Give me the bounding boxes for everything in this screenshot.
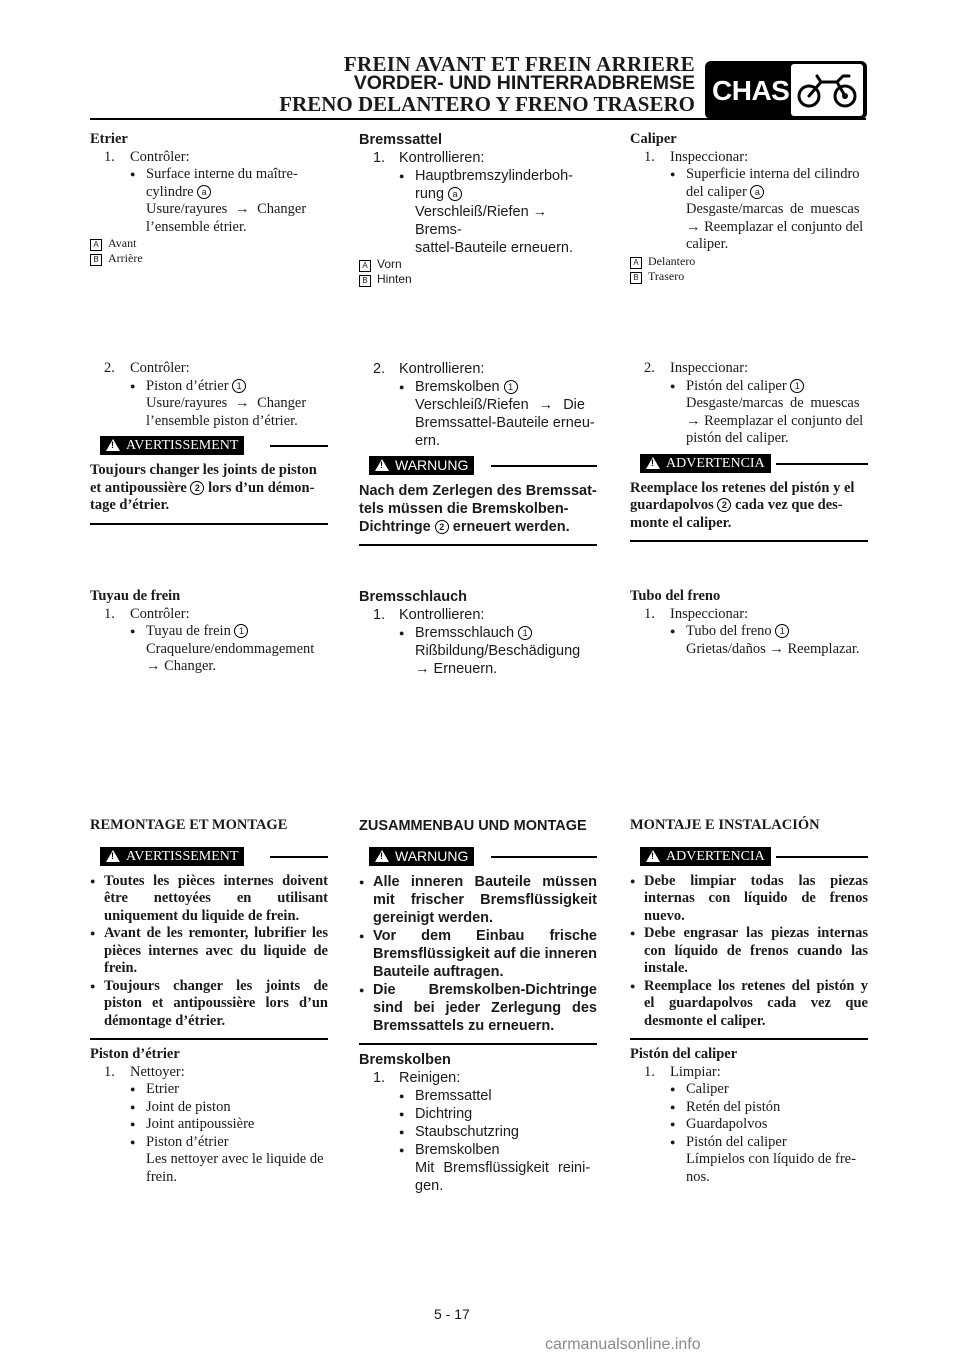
step-verb: Kontrollieren: bbox=[399, 150, 485, 166]
page-number: 5 - 17 bbox=[434, 1306, 470, 1322]
es-hose-title: Tubo del freno bbox=[630, 588, 721, 604]
legend-front: Avant bbox=[108, 236, 137, 250]
de-section-piston bbox=[359, 360, 597, 546]
warning-text: tage d’étrier. bbox=[90, 497, 170, 513]
result-text-cont: pistón del caliper. bbox=[686, 430, 789, 446]
result-text: Usure/rayures → Changer bbox=[146, 395, 307, 411]
bullet-cont: del caliper bbox=[686, 183, 747, 200]
legend-front: Delantero bbox=[648, 253, 696, 268]
warning-bullet: ● Toujours changer les joints de piston et antipoussière lors d’un démontage d’étrier. bbox=[90, 978, 328, 1031]
callout-marker: 2 bbox=[717, 498, 731, 512]
result-text: Usure/rayures → Changer bbox=[146, 201, 307, 217]
warning-text: Dichtringe bbox=[359, 519, 431, 535]
list-item: ● Retén del pistón bbox=[630, 1099, 868, 1117]
list-item: ● Piston d’étrier bbox=[90, 1134, 328, 1152]
es-piston-title: Pistón del caliper bbox=[630, 1046, 738, 1062]
list-item: ● Joint de piston bbox=[90, 1099, 328, 1117]
list-item: ● Bremssattel bbox=[359, 1087, 597, 1105]
warning-banner bbox=[359, 847, 597, 867]
warning-label: AVERTISSEMENT bbox=[126, 848, 239, 864]
header-title-de: VORDER- UND HINTERRADBREMSE bbox=[353, 72, 695, 94]
es-section-piston bbox=[630, 360, 868, 542]
warning-icon bbox=[375, 459, 389, 471]
warning-label: ADVERTENCIA bbox=[666, 848, 765, 864]
step-number: 1. bbox=[644, 1063, 655, 1080]
step-verb: Inspeccionar: bbox=[670, 148, 749, 165]
legend-key: A bbox=[359, 260, 371, 272]
legend-key: B bbox=[90, 254, 102, 266]
de-section-caliper bbox=[359, 131, 597, 287]
result-text: Verschleiß/Riefen → Die bbox=[415, 397, 585, 413]
warning-banner bbox=[359, 456, 597, 476]
step-number: 1. bbox=[373, 1070, 386, 1086]
step-number: 1. bbox=[644, 148, 655, 165]
de-hose-title: Bremsschlauch bbox=[359, 589, 467, 605]
watermark: carmanualsonline.info bbox=[545, 1336, 701, 1353]
step-number: 1. bbox=[104, 148, 115, 165]
warning-bullet: ● Die Bremskolben-Dichtringe sind bei jeder Zerlegung des Bremssattels zu erneuern. bbox=[359, 981, 597, 1035]
motorcycle-icon bbox=[791, 64, 863, 116]
result-text-cont: → Erneuern. bbox=[415, 661, 498, 677]
result-text-cont: → Reemplazar el conjunto del bbox=[686, 412, 864, 429]
result-text-cont: → Reemplazar el conjunto del bbox=[686, 218, 864, 235]
bullet-item: ● Superficie interna del cilindro bbox=[630, 166, 868, 184]
list-item: ● Caliper bbox=[630, 1081, 868, 1099]
bullet-item: ● Surface interne du maître- bbox=[90, 166, 328, 184]
fr-caliper-title: Etrier bbox=[90, 131, 128, 147]
result-text: Verschleiß/Riefen → Brems- bbox=[415, 204, 548, 238]
de-piston-title: Bremskolben bbox=[359, 1052, 451, 1068]
warning-text: Reemplace los retenes del pistón y el bbox=[630, 479, 855, 496]
es-caliper-title: Caliper bbox=[630, 131, 677, 147]
de-section-assembly bbox=[359, 817, 597, 1195]
bullet-cont: rung bbox=[415, 186, 445, 202]
warning-text: guardapolvos bbox=[630, 497, 714, 513]
bullet-item: Bremsschlauch bbox=[415, 625, 515, 641]
es-assembly-title: MONTAJE E INSTALACIÓN bbox=[630, 817, 820, 833]
result-text-cont: Bremssattel-Bauteile erneu- bbox=[415, 415, 595, 431]
warning-label: WARNUNG bbox=[395, 848, 469, 864]
warning-icon bbox=[646, 850, 660, 862]
list-item: ● Staubschutzring bbox=[359, 1123, 597, 1141]
warning-end-rule bbox=[359, 544, 597, 546]
header-title-es: FRENO DELANTERO Y FRENO TRASERO bbox=[279, 92, 695, 116]
callout-marker: 1 bbox=[504, 380, 518, 394]
warning-label: AVERTISSEMENT bbox=[126, 438, 239, 453]
bullet-item: Pistón del caliper bbox=[686, 377, 787, 394]
callout-marker: 2 bbox=[190, 481, 204, 495]
legend-rear: Arrière bbox=[108, 251, 143, 265]
step-verb: Kontrollieren: bbox=[399, 607, 485, 623]
warning-text: Nach dem Zerlegen des Bremssat- bbox=[359, 483, 597, 499]
result-text: Craquelure/endommagement bbox=[146, 640, 315, 657]
es-section-assembly bbox=[630, 817, 868, 1186]
warning-icon bbox=[106, 439, 120, 451]
warning-bullet: ● Debe limpiar todas las piezas internas con líquido de frenos nuevo. bbox=[630, 873, 868, 926]
step-number: 1. bbox=[104, 605, 115, 622]
callout-marker: a bbox=[750, 185, 764, 199]
list-item: ● Dichtring bbox=[359, 1105, 597, 1123]
warning-text: erneuert werden. bbox=[452, 519, 570, 535]
legend-key: A bbox=[90, 239, 102, 251]
warning-text: Toujours changer les joints de piston bbox=[90, 462, 317, 478]
fr-section-piston bbox=[90, 360, 328, 525]
bullet-item: Tubo del freno bbox=[686, 623, 772, 639]
warning-text: lors d’un démon- bbox=[208, 479, 315, 496]
step-verb: Reinigen: bbox=[399, 1070, 461, 1086]
result-text: Límpielos con líquido de fre- bbox=[686, 1151, 856, 1167]
result-text: Desgaste/marcas de muescas bbox=[686, 395, 860, 411]
result-text: Rißbildung/Beschädigung bbox=[415, 643, 581, 659]
result-text-cont: nos. bbox=[686, 1168, 710, 1185]
warning-bullet: ● Alle inneren Bauteile müssen mit frischer Bremsflüssigkeit gereinigt werden. bbox=[359, 873, 597, 927]
warning-banner bbox=[630, 454, 868, 474]
step-number: 2. bbox=[373, 361, 386, 377]
step-number: 1. bbox=[104, 1063, 115, 1080]
warning-text: et antipoussière bbox=[90, 479, 187, 496]
header-rule bbox=[90, 118, 866, 120]
fr-hose-title: Tuyau de frein bbox=[90, 588, 181, 604]
result-text-cont: sattel-Bauteile erneuern. bbox=[415, 240, 573, 256]
warning-bullet: ● Vor dem Einbau frische Bremsflüssigkeit auf die inneren Bauteile auftragen. bbox=[359, 927, 597, 981]
callout-marker: 1 bbox=[234, 624, 248, 638]
warning-bullet: ● Toutes les pièces internes doivent être nettoyées en utilisant uniquement du liquide de frein. bbox=[90, 873, 328, 926]
warning-banner bbox=[90, 436, 328, 456]
legend-front: Vorn bbox=[377, 257, 402, 271]
step-verb: Nettoyer: bbox=[130, 1063, 185, 1080]
bullet-cont: cylindre bbox=[146, 183, 194, 200]
list-item: ● Guardapolvos bbox=[630, 1116, 868, 1134]
legend-key: B bbox=[630, 272, 642, 284]
step-number: 1. bbox=[373, 150, 386, 166]
step-verb: Kontrollieren: bbox=[399, 361, 485, 377]
warning-end-rule bbox=[630, 540, 868, 542]
callout-marker: 1 bbox=[790, 379, 804, 393]
legend-key: B bbox=[359, 275, 371, 287]
section-badge-label: CHAS bbox=[712, 75, 790, 106]
bullet-item: Piston d’étrier bbox=[146, 377, 229, 394]
step-verb: Contrôler: bbox=[130, 360, 190, 376]
legend-rear: Hinten bbox=[377, 272, 412, 286]
callout-marker: 1 bbox=[232, 379, 246, 393]
result-text-cont: ern. bbox=[415, 433, 440, 449]
list-item: ● Joint antipoussière bbox=[90, 1116, 328, 1134]
warning-bullet: ● Avant de les remonter, lubrifier les pièces internes avec du liquide de frein. bbox=[90, 925, 328, 978]
fr-piston-title: Piston d’étrier bbox=[90, 1046, 180, 1062]
step-number: 1. bbox=[373, 607, 386, 623]
list-item: ● Bremskolben bbox=[359, 1141, 597, 1159]
step-verb: Limpiar: bbox=[670, 1063, 721, 1080]
result-text: Grietas/daños → Reemplazar. bbox=[686, 640, 860, 657]
step-verb: Contrôler: bbox=[130, 148, 190, 165]
de-section-hose bbox=[359, 588, 597, 678]
warning-text: monte el caliper. bbox=[630, 514, 732, 531]
warning-bullet: ● Debe engrasar las piezas internas con líquido de frenos cuando las instale. bbox=[630, 925, 868, 978]
header-title-fr: FREIN AVANT ET FREIN ARRIERE bbox=[343, 52, 695, 76]
step-number: 2. bbox=[644, 360, 655, 376]
de-assembly-title: ZUSAMMENBAU UND MONTAGE bbox=[359, 818, 587, 834]
result-text: Desgaste/marcas de muescas bbox=[686, 201, 860, 217]
legend-rear: Trasero bbox=[648, 268, 685, 283]
result-text-cont: caliper. bbox=[686, 236, 729, 252]
fr-assembly-title: REMONTAGE ET MONTAGE bbox=[90, 817, 288, 833]
list-item: ● Pistón del caliper bbox=[630, 1134, 868, 1152]
fr-section-hose bbox=[90, 588, 328, 676]
de-caliper-title: Bremssattel bbox=[359, 132, 443, 148]
step-verb: Contrôler: bbox=[130, 605, 190, 622]
result-text-cont: frein. bbox=[146, 1168, 177, 1185]
warning-end-rule bbox=[359, 1043, 597, 1045]
warning-label: ADVERTENCIA bbox=[666, 455, 765, 471]
warning-text: cada vez que des- bbox=[735, 497, 843, 513]
result-text: Mit Bremsflüssigkeit reini- bbox=[415, 1160, 591, 1176]
fr-section-caliper bbox=[90, 131, 328, 266]
bullet-item: Bremskolben bbox=[415, 379, 500, 395]
result-text-cont: l’ensemble piston d’étrier. bbox=[146, 412, 298, 429]
bullet-item: Tuyau de frein bbox=[146, 623, 231, 639]
callout-marker: 2 bbox=[435, 520, 449, 534]
step-number: 1. bbox=[644, 605, 655, 622]
es-section-hose bbox=[630, 588, 868, 658]
step-verb: Inspeccionar: bbox=[670, 605, 749, 622]
callout-marker: 1 bbox=[775, 624, 789, 638]
result-text-cont: gen. bbox=[415, 1178, 444, 1194]
list-item: ● Etrier bbox=[90, 1081, 328, 1099]
result-text: Les nettoyer avec le liquide de bbox=[146, 1151, 324, 1167]
bullet-item: ● Hauptbremszylinderboh- bbox=[359, 167, 597, 185]
result-text-cont: → Changer. bbox=[146, 658, 217, 674]
warning-icon bbox=[106, 850, 120, 862]
result-text-cont: l’ensemble étrier. bbox=[146, 218, 247, 235]
warning-end-rule bbox=[90, 1038, 328, 1040]
warning-label: WARNUNG bbox=[395, 457, 469, 473]
warning-icon bbox=[375, 850, 389, 862]
callout-marker: 1 bbox=[518, 626, 532, 640]
warning-banner bbox=[90, 847, 328, 867]
step-verb: Inspeccionar: bbox=[670, 360, 749, 376]
callout-marker: a bbox=[448, 187, 462, 201]
legend-key: A bbox=[630, 257, 642, 269]
callout-marker: a bbox=[197, 185, 211, 199]
warning-banner bbox=[630, 847, 868, 867]
warning-end-rule bbox=[630, 1038, 868, 1040]
warning-text: tels müssen die Bremskolben- bbox=[359, 501, 569, 517]
warning-icon bbox=[646, 457, 660, 469]
fr-section-assembly bbox=[90, 817, 328, 1186]
step-number: 2. bbox=[104, 360, 115, 376]
warning-end-rule bbox=[90, 523, 328, 525]
es-section-caliper bbox=[630, 131, 868, 284]
warning-bullet: ● Reemplace los retenes del pistón y el guardapolvos cada vez que desmonte el caliper. bbox=[630, 978, 868, 1031]
